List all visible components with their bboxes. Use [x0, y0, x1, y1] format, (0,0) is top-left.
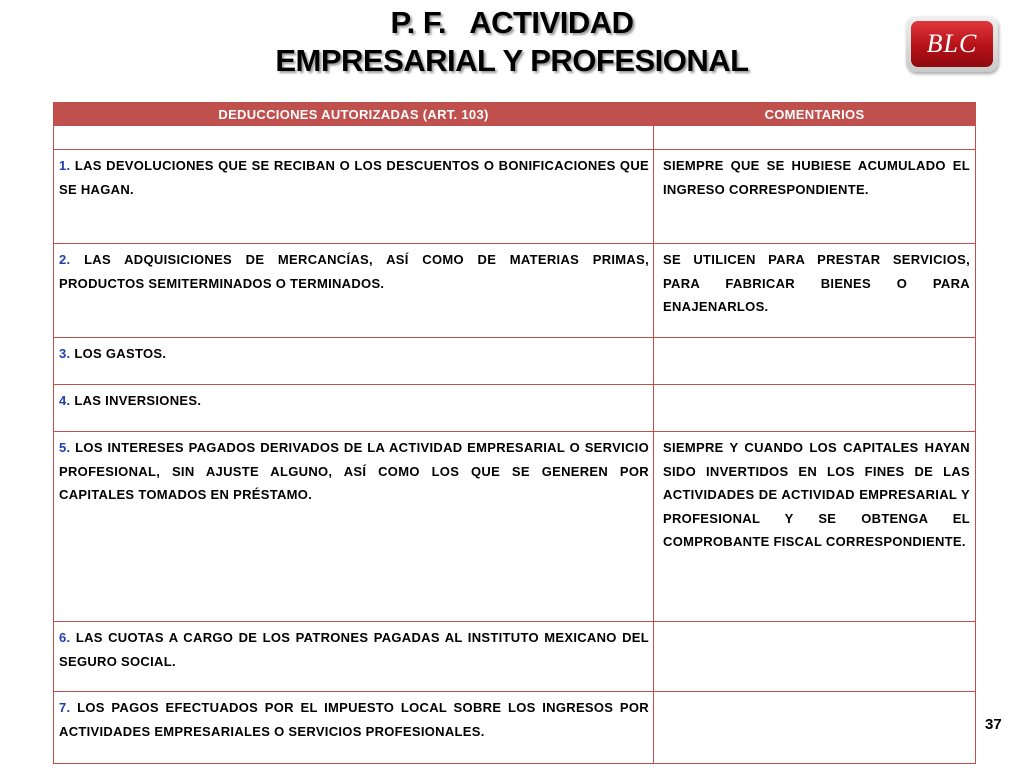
header-deducciones: DEDUCCIONES AUTORIZADAS (ART. 103) [54, 103, 654, 126]
title-line-2: EMPRESARIAL Y PROFESIONAL [275, 43, 749, 78]
item-number: 5. [59, 440, 71, 455]
item-number: 6. [59, 630, 71, 645]
deduction-text: LOS PAGOS EFECTUADOS POR EL IMPUESTO LOCAL SOBRE LOS INGRESOS POR ACTIVIDADES EMPRESARIALES O SERVICIOS PROFESIONALES. [59, 700, 649, 739]
table-header-row [54, 103, 976, 126]
title-line-1: P. F. ACTIVIDAD [390, 5, 634, 40]
comment-cell [654, 338, 976, 385]
deduction-cell [54, 244, 654, 338]
comment-cell [654, 622, 976, 692]
deduction-text: LAS ADQUISICIONES DE MERCANCÍAS, ASÍ COMO DE MATERIAS PRIMAS, PRODUCTOS SEMITERMINADOS O TERMINADOS. [59, 252, 649, 291]
slide-title [0, 4, 1024, 80]
deduction-text: LAS CUOTAS A CARGO DE LOS PATRONES PAGADAS AL INSTITUTO MEXICANO DEL SEGURO SOCIAL. [59, 630, 649, 669]
table-row [54, 385, 976, 432]
table-row [54, 150, 976, 244]
table-row-empty [54, 126, 976, 150]
table-row [54, 622, 976, 692]
blc-logo [906, 16, 998, 72]
deduction-text: LAS DEVOLUCIONES QUE SE RECIBAN O LOS DESCUENTOS O BONIFICACIONES QUE SE HAGAN. [59, 158, 649, 197]
comment-cell [654, 126, 976, 150]
deduction-cell [54, 692, 654, 764]
item-number: 2. [59, 252, 71, 267]
comment-cell [654, 692, 976, 764]
comment-cell: SIEMPRE QUE SE HUBIESE ACUMULADO EL INGRESO CORRESPONDIENTE. [654, 150, 976, 244]
table-row [54, 692, 976, 764]
deduction-cell [54, 338, 654, 385]
deduction-text: LAS INVERSIONES. [70, 393, 202, 408]
blc-logo-text: BLC [911, 21, 993, 67]
header-comentarios: COMENTARIOS [654, 103, 976, 126]
item-number: 1. [59, 158, 71, 173]
page-number: 37 [985, 716, 1002, 733]
comment-cell: SE UTILICEN PARA PRESTAR SERVICIOS, PARA FABRICAR BIENES O PARA ENAJENARLOS. [654, 244, 976, 338]
comment-cell: SIEMPRE Y CUANDO LOS CAPITALES HAYAN SIDO INVERTIDOS EN LOS FINES DE LAS ACTIVIDADES DE ACTIVIDAD EMPRESARIAL Y PROFESIONAL Y SE OBTENGA EL COMPROBANTE FISCAL CORRESPONDIENTE. [654, 432, 976, 622]
table-row [54, 244, 976, 338]
deduction-cell [54, 126, 654, 150]
table-row [54, 338, 976, 385]
deduction-text: LOS INTERESES PAGADOS DERIVADOS DE LA ACTIVIDAD EMPRESARIAL O SERVICIO PROFESIONAL, SIN AJUSTE ALGUNO, ASÍ COMO LOS QUE SE GENEREN POR CAPITALES TOMADOS EN PRÉSTAMO. [59, 440, 649, 503]
deduction-cell [54, 622, 654, 692]
item-number: 4. [59, 393, 71, 408]
deduction-cell [54, 385, 654, 432]
comment-cell [654, 385, 976, 432]
deduction-text: LOS GASTOS. [70, 346, 167, 361]
deduction-cell [54, 150, 654, 244]
table-row [54, 432, 976, 622]
item-number: 7. [59, 700, 71, 715]
deduction-cell [54, 432, 654, 622]
item-number: 3. [59, 346, 71, 361]
deductions-table [53, 102, 976, 764]
